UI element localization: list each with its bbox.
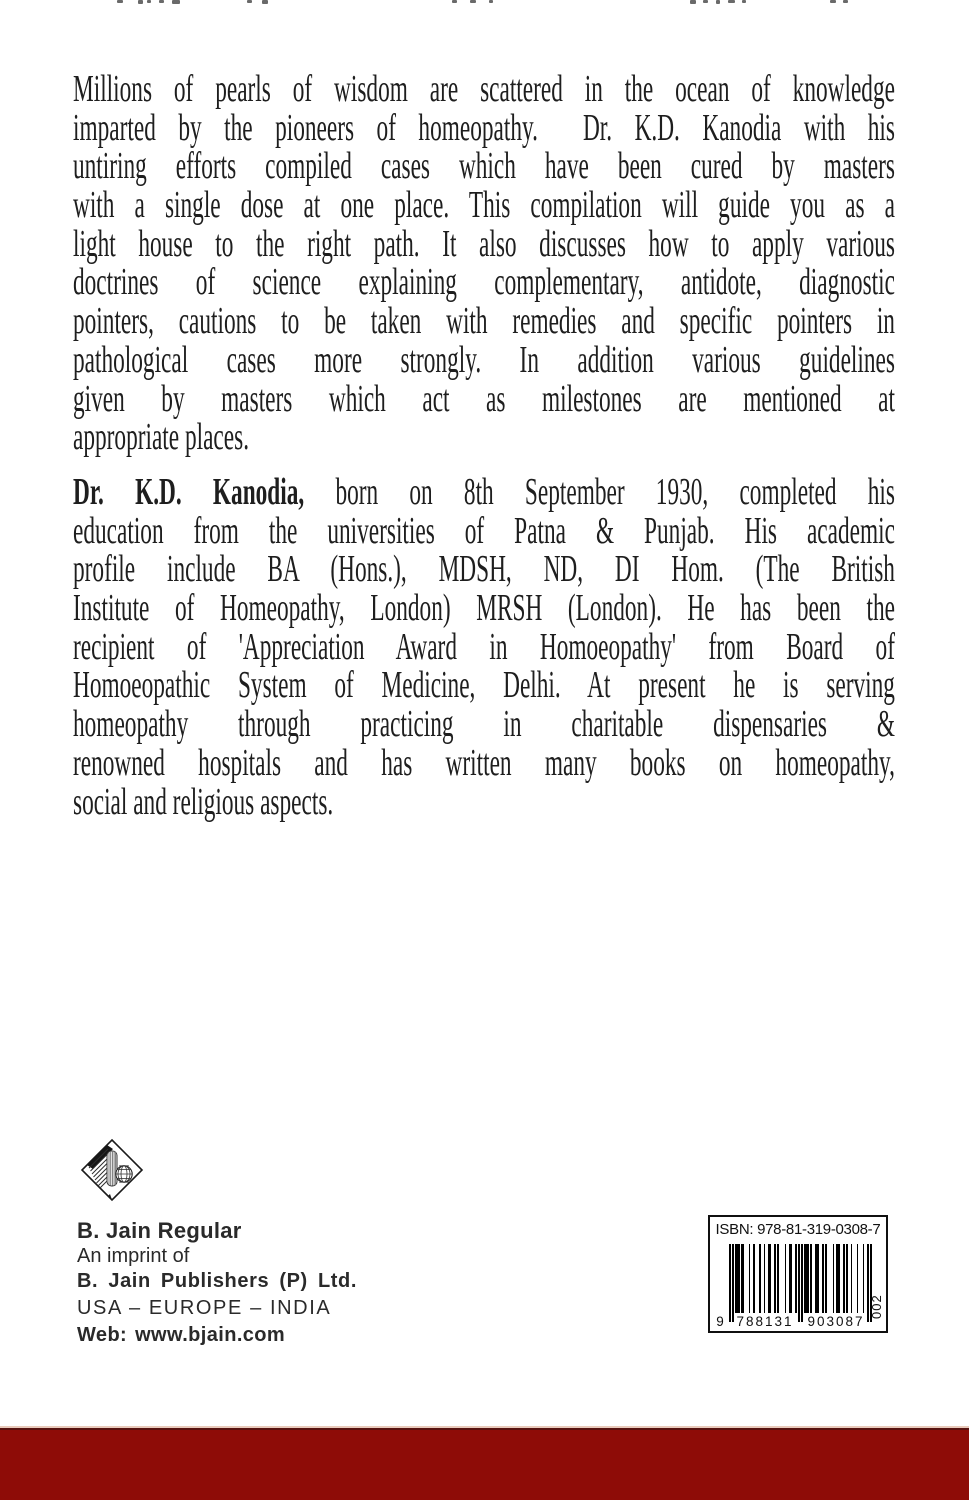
publisher-company: B. Jain Publishers (P) Ltd. bbox=[77, 1270, 358, 1292]
glyph-fragment bbox=[247, 0, 252, 3]
barcode-bar bbox=[843, 1244, 845, 1313]
glyph-fragment bbox=[716, 0, 720, 4]
glyph-fragment bbox=[843, 0, 848, 3]
blurb-line: doctrines of science explaining complementary, antidote, diagnostic bbox=[73, 261, 895, 304]
isbn-barcode-box bbox=[708, 1215, 888, 1333]
barcode-bar bbox=[753, 1244, 755, 1313]
bio-line: education from the universities of Patna & Punjab. His academic bbox=[73, 509, 895, 552]
author-bio-paragraph bbox=[73, 473, 895, 821]
glyph-fragment bbox=[690, 0, 696, 4]
glyph-fragment bbox=[159, 0, 164, 3]
barcode-bar bbox=[738, 1244, 740, 1313]
bio-line: renowned hospitals and has written many books on homeopathy, bbox=[73, 741, 895, 784]
barcode-bars bbox=[729, 1244, 872, 1322]
barcode-bar bbox=[770, 1244, 772, 1313]
barcode-bar bbox=[851, 1244, 853, 1313]
glyph-fragment bbox=[117, 0, 123, 3]
publisher-regions: USA – EUROPE – INDIA bbox=[77, 1297, 332, 1319]
barcode-bar bbox=[798, 1244, 800, 1322]
barcode-bar bbox=[759, 1244, 761, 1313]
publisher-website: Web: www.bjain.com bbox=[77, 1324, 286, 1346]
blurb-line: given by masters which act as milestones are mentioned at bbox=[73, 377, 895, 420]
barcode-digits-left: 788131 bbox=[736, 1314, 794, 1329]
blurb-line: pointers, cautions to be taken with remedies and specific pointers in bbox=[73, 300, 895, 343]
barcode-side-code: 002 bbox=[869, 1294, 884, 1319]
barcode-bar bbox=[863, 1244, 865, 1313]
glyph-fragment bbox=[489, 0, 493, 3]
barcode-bar bbox=[749, 1244, 751, 1313]
blurb-line: imparted by the pioneers of homeopathy. Dr. K.D. Kanodia with his bbox=[73, 106, 895, 149]
glyph-fragment bbox=[830, 0, 836, 3]
blurb-paragraph bbox=[73, 70, 895, 457]
bio-line: recipient of 'Appreciation Award in Homoeopathy' from Board of bbox=[73, 625, 895, 668]
isbn-number: ISBN: 978-81-319-0308-7 bbox=[715, 1221, 881, 1238]
imprint-name: B. Jain Regular bbox=[77, 1218, 242, 1243]
blurb-line: pathological cases more strongly. In addition various guidelines bbox=[73, 338, 895, 381]
glyph-fragment bbox=[742, 0, 746, 3]
barcode-bar bbox=[807, 1244, 809, 1313]
glyph-fragment bbox=[138, 0, 143, 4]
barcode-bar bbox=[785, 1244, 787, 1313]
bjain-logo-icon bbox=[80, 1138, 144, 1204]
bio-line: Institute of Homeopathy, London) MRSH (London). He has been the bbox=[73, 587, 895, 630]
blurb-line: untiring efforts compiled cases which have been cured by masters bbox=[73, 145, 895, 188]
barcode-bar bbox=[774, 1244, 776, 1313]
barcode-bar bbox=[822, 1244, 824, 1313]
barcode-bar bbox=[777, 1244, 779, 1313]
bio-line bbox=[73, 473, 895, 512]
barcode-bar bbox=[818, 1244, 820, 1313]
bio-line: Homoeopathic System of Medicine, Delhi. At present he is serving bbox=[73, 664, 895, 707]
blurb-line: appropriate places. bbox=[73, 416, 250, 459]
blurb-line: with a single dose at one place. This compilation will guide you as a bbox=[73, 184, 895, 227]
author-name: Dr. K.D. Kanodia, bbox=[73, 471, 305, 513]
glyph-fragment bbox=[728, 0, 735, 3]
barcode-bar bbox=[810, 1244, 812, 1313]
barcode-digit-first: 9 bbox=[716, 1314, 726, 1329]
barcode-bar bbox=[857, 1244, 859, 1313]
imprint-note: An imprint of bbox=[77, 1245, 190, 1267]
barcode-bar bbox=[743, 1244, 745, 1313]
blurb-line: Millions of pearls of wisdom are scattered in the ocean of knowledge bbox=[73, 68, 895, 110]
glyph-fragment bbox=[470, 0, 476, 3]
barcode-bar bbox=[846, 1244, 848, 1313]
bio-text: born on 8th September 1930, completed his bbox=[335, 471, 895, 513]
barcode-bar bbox=[764, 1244, 766, 1313]
barcode-bar bbox=[795, 1244, 797, 1313]
glyph-fragment bbox=[172, 0, 180, 4]
barcode-bar bbox=[729, 1244, 731, 1322]
bio-line: homeopathy through practicing in charitable dispensaries & bbox=[73, 703, 895, 746]
barcode-bar bbox=[791, 1244, 793, 1313]
barcode-bar bbox=[825, 1244, 827, 1313]
barcode-digits-right: 903087 bbox=[807, 1314, 865, 1329]
glyph-fragment bbox=[703, 0, 708, 3]
barcode-bar bbox=[801, 1244, 803, 1322]
glyph-fragment bbox=[147, 0, 151, 3]
barcode-bar bbox=[833, 1244, 835, 1313]
bio-line: social and religious aspects. bbox=[73, 780, 334, 823]
bio-line: profile include BA (Hons.), MDSH, ND, DI Hom. (The British bbox=[73, 548, 895, 591]
bottom-band bbox=[0, 1428, 969, 1500]
barcode-bar bbox=[732, 1244, 734, 1322]
blurb-line: light house to the right path. It also discusses how to apply various bbox=[73, 222, 895, 265]
glyph-fragment bbox=[452, 0, 457, 3]
glyph-fragment bbox=[262, 0, 268, 4]
barcode-bar bbox=[839, 1244, 841, 1313]
